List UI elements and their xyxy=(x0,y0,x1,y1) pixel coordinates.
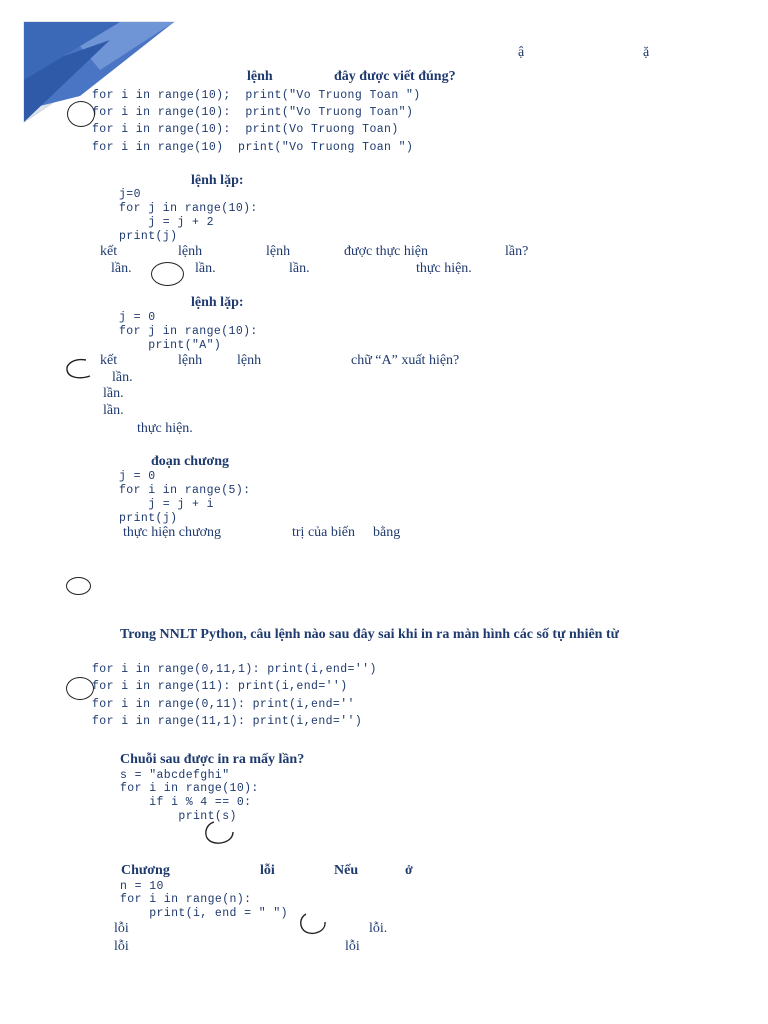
q3-code-line: j = 0 xyxy=(119,311,156,324)
q7-heading-part: ở xyxy=(405,863,413,878)
q4-question-part: thực hiện chương xyxy=(123,525,221,540)
q4-code-line: j = 0 xyxy=(119,470,156,483)
q6-code-line: print(s) xyxy=(120,810,237,823)
q3-code-line: for j in range(10): xyxy=(119,325,258,338)
q1-option: for i in range(10) print("Vo Truong Toan ") xyxy=(92,141,414,154)
q2-question-part: lệnh xyxy=(266,244,291,259)
q3-heading: lệnh lặp: xyxy=(191,295,244,310)
q7-code-line: n = 10 xyxy=(120,880,164,893)
q7-heading-part: lỗi xyxy=(260,863,275,878)
q5-option: for i in range(0,11): print(i,end='' xyxy=(92,698,355,711)
q1-option: for i in range(10): print(Vo Truong Toan) xyxy=(92,123,399,136)
q3-question-part: chữ “A” xuất hiện? xyxy=(351,353,460,368)
q2-question-part: được thực hiện xyxy=(344,244,428,259)
q2-question-part: lệnh xyxy=(178,244,203,259)
q7-answer: lỗi xyxy=(345,939,360,954)
q6-code-line: for i in range(10): xyxy=(120,782,259,795)
q7-heading-part: Nếu xyxy=(334,863,359,878)
q7-answer: lỗi xyxy=(114,939,129,954)
q5-heading: Trong NNLT Python, câu lệnh nào sau đây sai khi in ra màn hình các số tự nhiên từ xyxy=(120,627,620,642)
q1-heading-part: lệnh xyxy=(247,69,273,84)
q5-option: for i in range(11): print(i,end='') xyxy=(92,680,348,693)
q4-code-line: print(j) xyxy=(119,512,178,525)
q4-code-line: j = j + i xyxy=(119,498,214,511)
q4-question-part: trị của biến xyxy=(292,525,355,540)
top-mark: ậ xyxy=(518,45,525,60)
q2-question-part: lần? xyxy=(505,244,529,259)
top-mark: ặ xyxy=(643,45,650,60)
q1-option: for i in range(10); print("Vo Truong Toan ") xyxy=(92,89,421,102)
q2-answer: thực hiện. xyxy=(416,261,472,276)
answer-circle-mark xyxy=(200,818,240,848)
q2-code-line: for j in range(10): xyxy=(119,202,258,215)
q7-code-line: print(i, end = " ") xyxy=(120,907,288,920)
q3-question-part: lệnh xyxy=(178,353,203,368)
q4-code-line: for i in range(5): xyxy=(119,484,251,497)
q5-option: for i in range(0,11,1): print(i,end='') xyxy=(92,663,377,676)
q3-code-line: print("A") xyxy=(119,339,222,352)
q2-code-line: j = j + 2 xyxy=(119,216,214,229)
answer-circle-mark xyxy=(296,910,330,938)
q6-code-line: s = "abcdefghi" xyxy=(120,769,230,782)
q2-question-part: kết xyxy=(100,244,118,259)
q6-heading: Chuỗi sau được in ra mấy lần? xyxy=(120,752,305,767)
q2-code-line: j=0 xyxy=(119,188,141,201)
answer-circle-mark xyxy=(66,577,91,595)
q3-answer: thực hiện. xyxy=(137,421,193,436)
q2-heading: lệnh lặp: xyxy=(191,173,244,188)
q3-question-part: lệnh xyxy=(237,353,262,368)
q7-code-line: for i in range(n): xyxy=(120,893,252,906)
answer-circle-mark xyxy=(151,262,184,286)
q3-answer: lần. xyxy=(103,386,124,401)
q2-answer: lần. xyxy=(195,261,216,276)
q2-answer: lần. xyxy=(289,261,310,276)
q2-answer: lần. xyxy=(111,261,132,276)
answer-circle-mark xyxy=(67,101,95,127)
q7-heading-part: Chương xyxy=(121,863,170,878)
q1-option: for i in range(10): print("Vo Truong Toan") xyxy=(92,106,414,119)
answer-circle-mark xyxy=(64,357,98,383)
q3-answer: lần. xyxy=(103,403,124,418)
q3-question-part: kết xyxy=(100,353,118,368)
q7-answer: lỗi xyxy=(114,921,129,936)
q4-question-part: bằng xyxy=(373,525,401,540)
q6-code-line: if i % 4 == 0: xyxy=(120,796,252,809)
q3-answer: lần. xyxy=(112,370,133,385)
q7-answer: lỗi. xyxy=(369,921,388,936)
q2-code-line: print(j) xyxy=(119,230,178,243)
answer-circle-mark xyxy=(66,677,94,700)
q5-option: for i in range(11,1): print(i,end='') xyxy=(92,715,363,728)
q4-heading: đoạn chương xyxy=(151,454,230,469)
q1-heading-part: đây được viết đúng? xyxy=(334,69,456,84)
